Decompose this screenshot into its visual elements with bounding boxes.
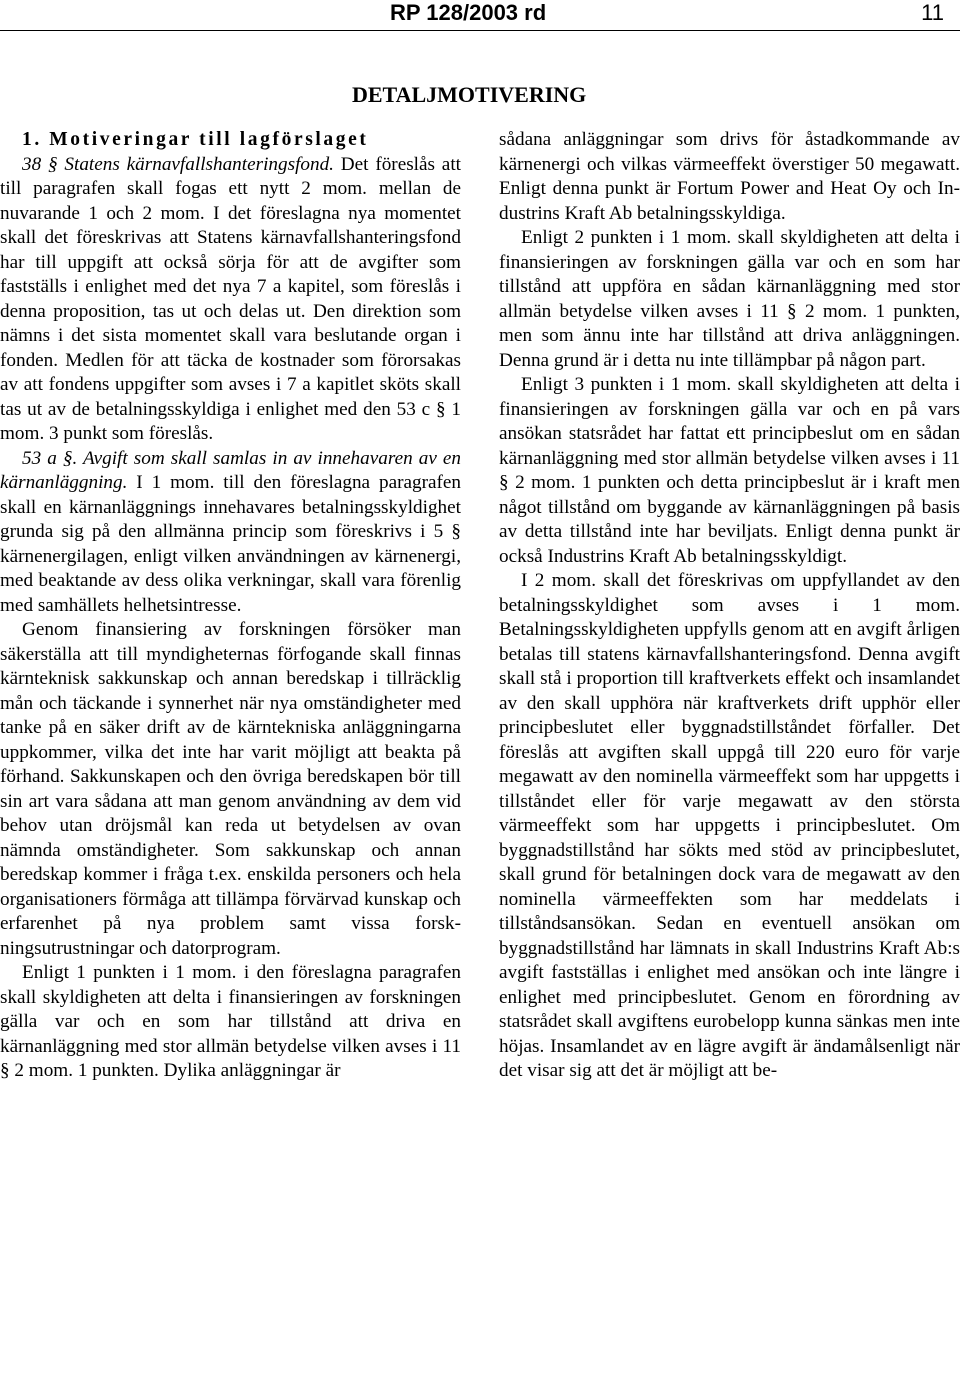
paragraph-lead: 53 a §. Avgift som skall samlas in av innehavaren av en kärnanläggning. <box>0 447 461 493</box>
paragraph: sådana anläggningar som drivs för åstadkommande av kärnenergi och vilkas värmeeffekt överstiger 50 megawatt. Enligt denna punkt är Fortum Power and Heat Oy och Industrins Kraft Ab betalningsskyldiga. <box>499 129 960 224</box>
paragraph: Enligt 3 punkten i 1 mom. skall skyldigheten att delta i finansieringen av forskningen gälla var och en på vars ansökan statsrådet har fattat ett principbeslut om en sådan kärnanläggning med stor allmän betydelse vilken avses i 11 § 2 mom. 1 punkten och detta principbeslut är i kraft men något tillstånd om byggande av kärnanläggningen på basis av detta tillstånd inte har beviljats. Enligt denna punkt är också Industrins Kraft Ab betalningsskyldigt. <box>499 374 960 567</box>
page-header <box>0 0 960 31</box>
document-id: RP 128/2003 rd <box>390 0 547 25</box>
paragraph-text: I 1 mom. till den föreslagna paragrafen skall en kärnanläggnings innehavares betalningsskyldighet grunda sig på den allmänna princip som föreskrivs i 5 § kärnenergilagen, enligt vilken användningen av kärnenergi, med beaktande av dess olika verkningar, skall vara förenlig med samhällets helhetsintresse. <box>0 472 461 616</box>
section-title: DETALJMOTIVERING <box>352 82 587 107</box>
paragraph: Enligt 2 punkten i 1 mom. skall skyldigheten att delta i finansieringen av forskningen gälla var och en som har tillstånd att uppföra en sådan kärnanläggning med stor allmän betydelse vilken avses i 11 § 2 mom. 1 punkten, men som ännu inte har tillstånd att driva anläggningen. Denna grund är i detta nu inte tillämpbar på någon part. <box>499 227 960 371</box>
paragraph-lead: 38 § Statens kärnavfallshanteringsfond. <box>22 153 334 175</box>
paragraph: I 2 mom. skall det föreskrivas om uppfyllandet av den betalningsskyldighet som avses i 1 mom. Betalningsskyldigheten uppfylls genom att en avgift årligen betalas till statens kärnavfallshanteringsfond. Denna avgift skall stå i proportion till kraftverkets effekt och insamlandet av den skall upphöra när kraftverkets drift upphör eller principbeslutet eller byggnadstillståndet förfaller. Det föreslås att avgiften skall uppgå till 220 euro för varje megawatt av den nominella värmeeffekt som har uppgetts i tillståndet eller för varje megawatt av den största värmeeffekt som har uppgetts i principbeslutet. Om byggnadstillstånd har sökts med stöd av principbeslutet, skall grund för betalningen dock vara de megawatt av den nominella värmeeffekten som har meddelats i tillståndsansökan. Sedan en eventuell ansökan om byggnadstillstånd har lämnats in skall Industrins Kraft Ab:s avgift fastställas i enlighet med ansökan och inte längre i enlighet med principbeslutet. Genom en förordning av statsrådet skall avgiftens eurobelopp kunna sänkas men inte höjas. Insamlandet av en lägre avgift är ändamålsenligt när det visar sig att det är möjligt att be- <box>499 570 960 1081</box>
paragraph <box>0 447 461 619</box>
chapter-heading: 1. Motiveringar till lagförslaget <box>22 129 369 150</box>
paragraph: Genom finansiering av forskningen försöker man säkerställa att till myndigheternas förfogande skall finnas kärnteknisk sakkunskap och annan beredskap i tillräcklig mån och täckande i synnerhet när nya omständigheter med tanke på en säker drift av de kärntekniska anläggningarna uppkommer, vilka det inte har varit möjligt att beakta på förhand. Sakkunskapen och den övriga beredskapen bör till sin art vara sådana att man genom användning av dem vid behov utan dröjsmål kan reda ut betydelsen av ovan nämnda omständigheter. Som sakkunskap och annan beredskap kommer i fråga t.ex. enskilda personers och hela organisationers förmåga att tillämpa förvärvad kunskap och erfarenhet på nya problem samt vissa forskningsutrustningar och datorprogram. <box>0 619 461 959</box>
left-column <box>0 128 461 1084</box>
paragraph-text: Det föreslås att till paragrafen skall fogas ett nytt 2 mom. mellan de nuvarande 1 och 2 mom. I det föreslagna nya momentet skall det föreskrivas att Statens kärnavfallshanteringsfond har till uppgift att också sörja för att de avgifter som fastställs i enlighet med det nya 7 a kapitel, som föreslås i denna proposition, tas ut och delas ut. Den direktion som nämns i det sista momentet skall vara beslutande organ i fonden. Medlen för att täcka de kostnader som förorsakas av att fondens uppgifter som avses i 7 a kapitlet sköts skall tas ut av de betalningsskyldiga i enlighet med den 53 c § 1 mom. 3 punkt som föreslås. <box>0 153 461 444</box>
paragraph <box>0 153 461 447</box>
paragraph: Enligt 1 punkten i 1 mom. i den föreslagna paragrafen skall skyldigheten att delta i finansieringen av forskningen gälla var och en som har tillstånd att driva en kärnanläggning med stor allmän betydelse vilken avses i 11 § 2 mom. 1 punkten. Dylika anläggningar är <box>0 962 461 1081</box>
page-number: 11 <box>921 0 944 25</box>
right-column <box>499 128 960 1084</box>
